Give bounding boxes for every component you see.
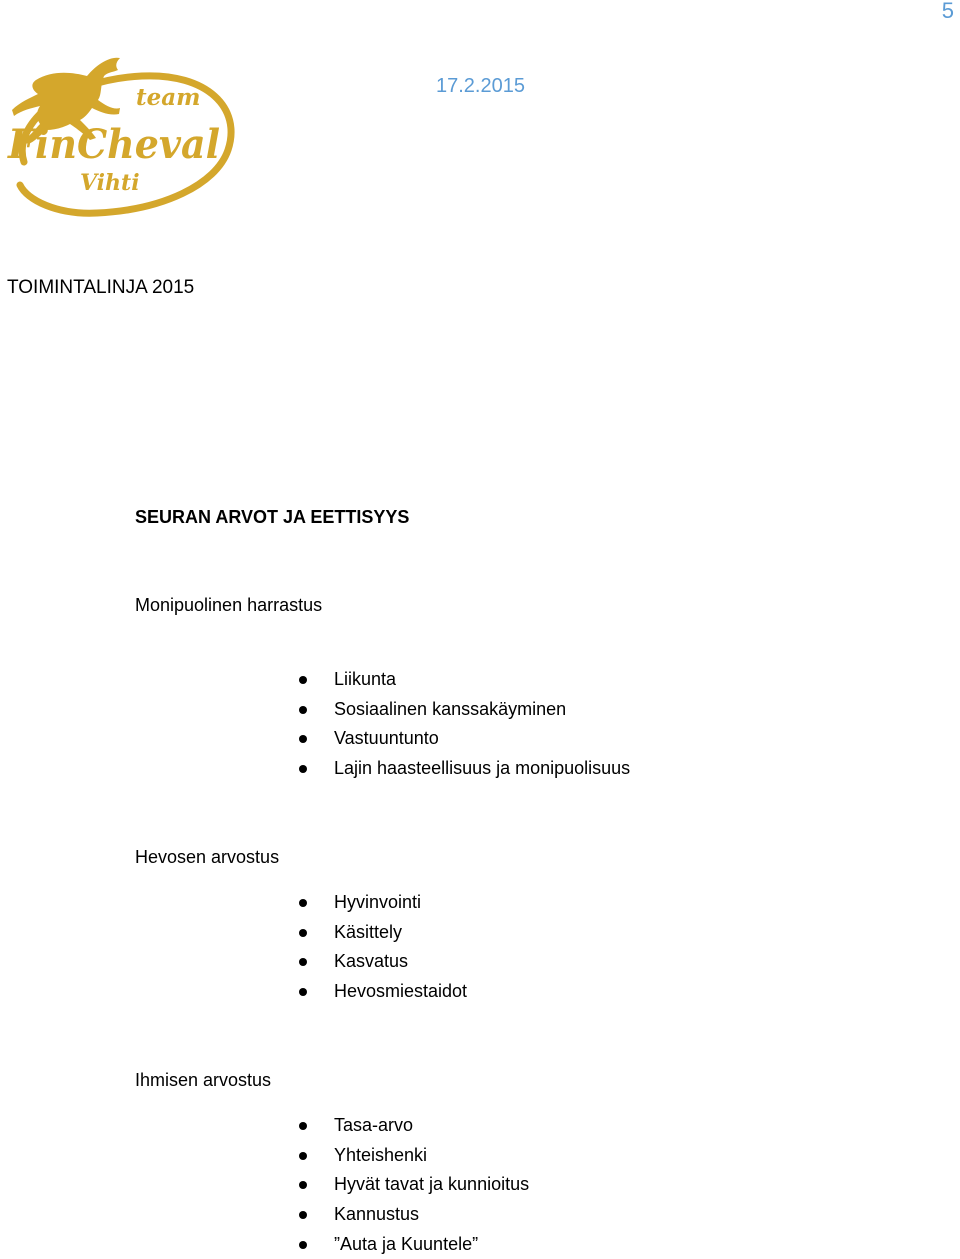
list-item bbox=[296, 888, 467, 918]
bullet-icon bbox=[299, 1211, 307, 1219]
bullet-icon bbox=[299, 988, 307, 996]
team-fincheval-logo bbox=[2, 50, 238, 220]
list-item-text: Kannustus bbox=[334, 1204, 420, 1225]
list-item bbox=[296, 665, 630, 695]
list-item bbox=[296, 918, 467, 948]
list-item bbox=[296, 947, 467, 977]
list-item bbox=[296, 1170, 529, 1200]
list-item-text: Käsittely bbox=[334, 921, 403, 942]
subheading-ihmisen-arvostus: Ihmisen arvostus bbox=[135, 1070, 272, 1090]
list-item-text: Hyvät tavat ja kunnioitus bbox=[334, 1174, 530, 1195]
bullet-icon bbox=[299, 765, 307, 773]
bullet-icon bbox=[299, 1152, 307, 1160]
list-item-text: Hyvinvointi bbox=[334, 892, 422, 912]
logo-word-fincheval: FinCheval bbox=[7, 121, 220, 168]
logo-graphic bbox=[2, 50, 238, 220]
list-item-text: Hevosmiestaidot bbox=[334, 981, 468, 1002]
list-item-text: ”Auta ja Kuuntele” bbox=[334, 1233, 479, 1254]
bullet-icon bbox=[299, 1241, 307, 1249]
list-item bbox=[296, 695, 630, 725]
list-item bbox=[296, 1111, 529, 1141]
subheading-monipuolinen-harrastus: Monipuolinen harrastus bbox=[135, 595, 323, 615]
bullet-icon bbox=[299, 706, 307, 714]
bullet-icon bbox=[299, 899, 307, 907]
list-item bbox=[296, 754, 630, 784]
list-item-text: Yhteishenki bbox=[334, 1144, 428, 1165]
bullet-icon bbox=[299, 735, 307, 743]
list-item-text: Kasvatus bbox=[334, 951, 409, 972]
list-monipuolinen-harrastus bbox=[296, 665, 630, 784]
bullet-icon bbox=[299, 676, 307, 684]
list-ihmisen-arvostus bbox=[296, 1111, 529, 1259]
bullet-icon bbox=[299, 1181, 307, 1189]
page-number: 5 bbox=[941, 0, 954, 23]
list-hevosen-arvostus bbox=[296, 888, 467, 1007]
list-item bbox=[296, 1200, 529, 1230]
document-title: TOIMINTALINJA 2015 bbox=[7, 277, 195, 298]
list-item bbox=[296, 977, 467, 1007]
list-item bbox=[296, 1141, 529, 1171]
list-item bbox=[296, 724, 630, 754]
bullet-icon bbox=[299, 929, 307, 937]
bullet-icon bbox=[299, 1122, 307, 1130]
list-item-text: Tasa-arvo bbox=[334, 1115, 414, 1135]
list-item-text: Vastuuntunto bbox=[334, 728, 439, 749]
logo-word-vihti: Vihti bbox=[80, 170, 140, 196]
list-item-text: Liikunta bbox=[334, 669, 397, 689]
list-item-text: Sosiaalinen kanssakäyminen bbox=[334, 698, 567, 719]
section-heading: SEURAN ARVOT JA EETTISYYS bbox=[135, 507, 410, 527]
header-date: 17.2.2015 bbox=[436, 75, 525, 97]
bullet-icon bbox=[299, 958, 307, 966]
list-item-text: Lajin haasteellisuus ja monipuolisuus bbox=[334, 758, 631, 779]
list-item bbox=[296, 1230, 529, 1259]
logo-word-team: team bbox=[136, 84, 201, 111]
subheading-hevosen-arvostus: Hevosen arvostus bbox=[135, 847, 280, 867]
